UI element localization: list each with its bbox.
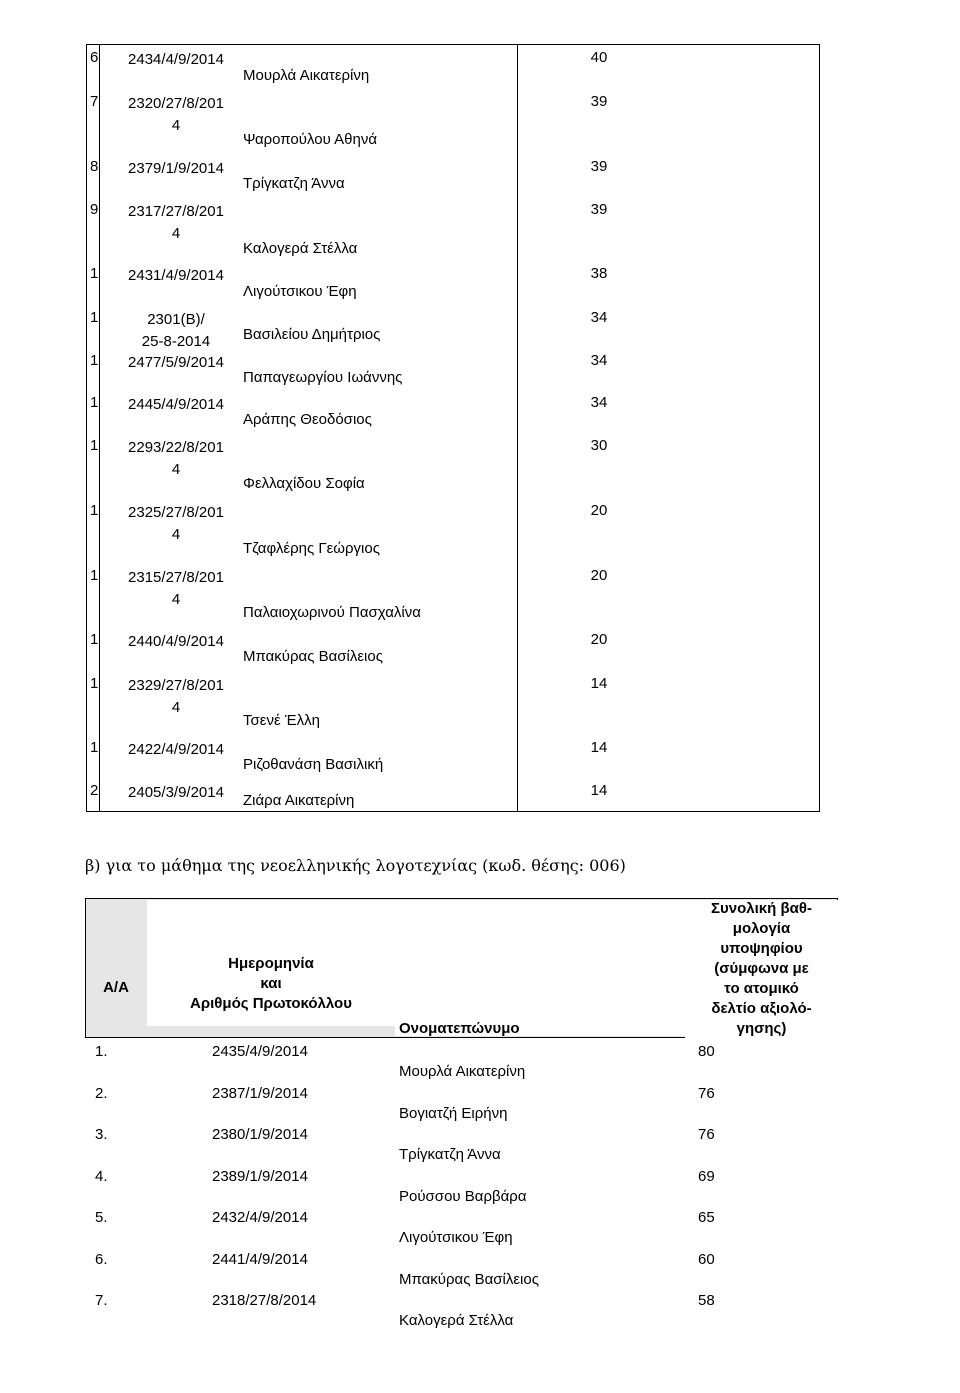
protocol-number: 2405/3/9/2014	[128, 784, 224, 801]
applicants-table-continued	[86, 44, 820, 812]
score-value: 14	[590, 675, 608, 692]
literature-applicants-table	[85, 898, 838, 1378]
row-index: 6	[90, 49, 98, 66]
header-index: Α/Α	[103, 979, 129, 996]
row-index: 1	[90, 394, 98, 411]
score-value: 20	[590, 502, 608, 519]
protocol-number: 2325/27/8/201 4	[128, 504, 224, 543]
applicant-name: Αράπης Θεοδόσιος	[243, 411, 372, 428]
applicant-name: Ψαροπούλου Αθηνά	[243, 131, 377, 148]
applicant-name: Παπαγεωργίου Ιωάννης	[243, 369, 403, 386]
row-index: 3.	[95, 1126, 108, 1143]
applicant-name: Ριζοθανάση Βασιλική	[243, 756, 384, 773]
protocol-number: 2293/22/8/201 4	[128, 439, 224, 478]
protocol-number: 2329/27/8/201 4	[128, 677, 224, 716]
row-index: 5.	[95, 1209, 108, 1226]
header-date-protocol	[147, 954, 395, 1014]
protocol-number: 2380/1/9/2014	[212, 1126, 308, 1143]
protocol-number: 2387/1/9/2014	[212, 1084, 308, 1102]
applicant-name: Ρούσσου Βαρβάρα	[399, 1187, 527, 1205]
header-score-line: γησης)	[736, 1020, 787, 1037]
row-index: 1	[90, 739, 98, 756]
row-index: 1	[90, 352, 98, 369]
row-index: 9	[90, 201, 98, 218]
row-index: 1	[90, 567, 98, 584]
row-index: 1	[90, 675, 98, 692]
header-score	[685, 899, 838, 1039]
score-value: 20	[590, 567, 608, 584]
protocol-number: 2432/4/9/2014	[212, 1209, 308, 1226]
score-value: 34	[590, 352, 608, 369]
protocol-number: 2431/4/9/2014	[128, 267, 224, 284]
score-value: 58	[698, 1292, 715, 1309]
protocol-number: 2315/27/8/201 4	[128, 569, 224, 608]
applicant-name: Παλαιοχωρινού Πασχαλίνα	[243, 604, 421, 621]
row-index: 1	[90, 502, 98, 519]
section-title: β) για το μάθημα της νεοελληνικής λογοτεχνίας (κωδ. θέσης: 006)	[85, 856, 626, 875]
row-index: 2	[90, 782, 98, 799]
applicant-name: Καλογερά Στέλλα	[399, 1312, 514, 1329]
applicant-name: Τζαφλέρης Γεώργιος	[243, 540, 380, 557]
score-value: 39	[590, 93, 608, 110]
row-index: 2.	[95, 1084, 108, 1102]
score-value: 14	[590, 739, 608, 756]
header-score-line: δελτίο αξιολό-	[711, 1000, 812, 1017]
header-score-line: μολογία	[732, 920, 791, 937]
score-value: 39	[590, 201, 608, 218]
row-index: 7.	[95, 1292, 108, 1309]
score-value: 60	[698, 1250, 715, 1268]
header-score-line: (σύμφωνα με	[714, 960, 809, 977]
score-value: 14	[590, 782, 608, 799]
score-value: 76	[698, 1126, 715, 1143]
applicant-name: Καλογερά Στέλλα	[243, 240, 358, 257]
row-index: 8	[90, 158, 98, 175]
score-value: 30	[590, 437, 608, 454]
applicant-name: Μπακύρας Βασίλειος	[243, 648, 383, 665]
header-date-line: Ημερομηνία	[228, 955, 314, 972]
applicant-name: Τσενέ Έλλη	[243, 712, 320, 729]
protocol-number: 2477/5/9/2014	[128, 354, 224, 371]
header-score-line: υποψηφίου	[720, 940, 803, 957]
row-index: 1.	[95, 1043, 108, 1060]
protocol-number: 2445/4/9/2014	[128, 396, 224, 413]
score-value: 39	[590, 158, 608, 175]
applicant-name: Μουρλά Αικατερίνη	[243, 67, 370, 84]
applicant-name: Τρίγκατζη Άννα	[399, 1146, 501, 1163]
score-value: 40	[590, 49, 608, 66]
score-value: 20	[590, 631, 608, 648]
row-index: 4.	[95, 1167, 108, 1185]
header-name: Ονοματεπώνυμο	[399, 1020, 520, 1037]
row-index: 1	[90, 631, 98, 648]
score-value: 34	[590, 309, 608, 326]
column-divider	[99, 45, 100, 811]
row-index: 7	[90, 93, 98, 110]
applicant-name: Τρίγκατζη Άννα	[243, 175, 345, 192]
score-value: 80	[698, 1043, 715, 1060]
applicant-name: Μουρλά Αικατερίνη	[399, 1063, 526, 1080]
header-date-line: Αριθμός Πρωτοκόλλου	[190, 995, 352, 1012]
protocol-number: 2389/1/9/2014	[212, 1167, 308, 1185]
protocol-number: 2440/4/9/2014	[128, 633, 224, 650]
score-value: 76	[698, 1084, 715, 1102]
applicant-name: Φελλαχίδου Σοφία	[243, 475, 365, 492]
column-divider	[517, 45, 518, 811]
protocol-number: 2435/4/9/2014	[212, 1043, 308, 1060]
header-date-line: και	[260, 975, 282, 992]
applicant-name: Λιγούτσικου Έφη	[399, 1229, 513, 1246]
score-value: 34	[590, 394, 608, 411]
header-score-line: το ατομικό	[724, 980, 799, 997]
applicant-name: Βασιλείου Δημήτριος	[243, 326, 381, 343]
protocol-number: 2434/4/9/2014	[128, 51, 224, 68]
row-index: 6.	[95, 1250, 108, 1268]
protocol-number: 2379/1/9/2014	[128, 160, 224, 177]
protocol-number: 2441/4/9/2014	[212, 1250, 308, 1268]
row-index: 1	[90, 437, 98, 454]
applicant-name: Μπακύρας Βασίλειος	[399, 1270, 539, 1288]
applicant-name: Βογιατζή Ειρήνη	[399, 1104, 508, 1122]
applicant-name: Λιγούτσικου Έφη	[243, 283, 357, 300]
protocol-number: 2422/4/9/2014	[128, 741, 224, 758]
score-value: 69	[698, 1167, 715, 1185]
applicant-name: Ζιάρα Αικατερίνη	[243, 792, 355, 809]
protocol-number: 2317/27/8/201 4	[128, 203, 224, 242]
protocol-number: 2320/27/8/201 4	[128, 95, 224, 134]
protocol-number: 2318/27/8/2014	[212, 1292, 317, 1309]
header-score-line: Συνολική βαθ-	[711, 900, 812, 917]
score-value: 65	[698, 1209, 715, 1226]
row-index: 1	[90, 309, 98, 326]
protocol-number: 2301(Β)/ 25-8-2014	[141, 311, 211, 350]
score-value: 38	[590, 265, 608, 282]
header-cell	[395, 900, 685, 1036]
row-index: 1	[90, 265, 98, 282]
